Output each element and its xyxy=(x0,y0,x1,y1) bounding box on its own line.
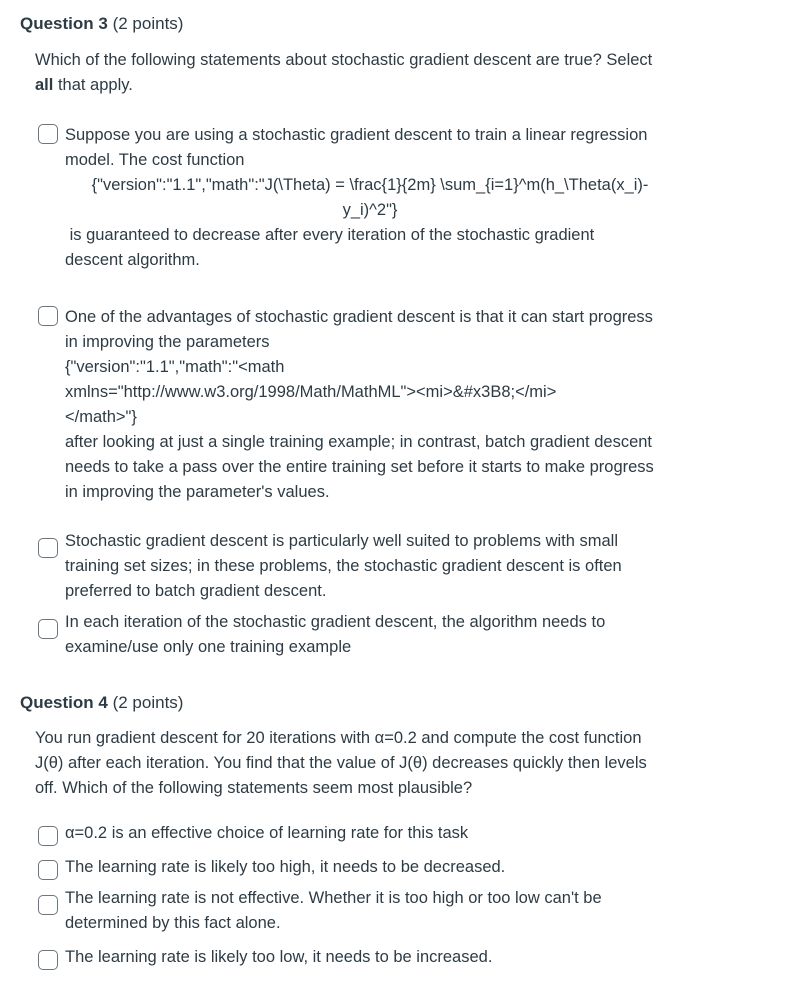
math-line: {"version":"1.1","math":"J(\Theta) = \frac{1}{2m} \sum_{i=1}^m(h_\Theta(x_i)- xyxy=(91,176,649,194)
q3-option-2-text xyxy=(65,305,690,505)
q4-option-4 xyxy=(38,945,688,970)
stem-line: You run gradient descent for 20 iterations with α=0.2 and compute the cost function xyxy=(35,729,642,747)
option-line: The learning rate is not effective. Whether it is too high or too low can't be xyxy=(65,889,602,907)
q3-option-1 xyxy=(38,123,688,273)
option-line: In each iteration of the stochastic gradient descent, the algorithm needs to xyxy=(65,613,606,631)
q4-option-3-checkbox[interactable] xyxy=(38,895,58,915)
question-points: (2 points) xyxy=(112,693,184,712)
stem-line: J(θ) after each iteration. You find that the value of J(θ) decreases quickly then levels xyxy=(35,754,647,772)
stem-text: Which of the following statements about stochastic gradient descent are true? Select xyxy=(35,51,653,69)
q3-option-3 xyxy=(38,529,688,604)
math-line: </math>"} xyxy=(65,408,137,426)
question-points: (2 points) xyxy=(112,14,184,33)
stem-text-end: that apply. xyxy=(57,76,133,94)
option-line: descent algorithm. xyxy=(65,251,200,269)
q4-option-1-checkbox[interactable] xyxy=(38,826,58,846)
math-expression xyxy=(65,173,675,223)
math-line: xmlns="http://www.w3.org/1998/Math/MathML"><mi>&#x3B8;</mi> xyxy=(65,383,557,401)
question-3-stem xyxy=(35,48,695,98)
q4-option-2-checkbox[interactable] xyxy=(38,860,58,880)
q4-option-3 xyxy=(38,886,688,936)
option-line: model. The cost function xyxy=(65,151,245,169)
q3-option-1-text xyxy=(65,123,690,273)
option-line: preferred to batch gradient descent. xyxy=(65,582,327,600)
q3-option-2 xyxy=(38,305,688,505)
math-line: y_i)^2"} xyxy=(342,201,398,219)
option-line: needs to take a pass over the entire training set before it starts to make progress xyxy=(65,458,654,476)
option-line: The learning rate is likely too low, it needs to be increased. xyxy=(65,948,493,966)
math-line: {"version":"1.1","math":"<math xyxy=(65,358,285,376)
option-line: One of the advantages of stochastic gradient descent is that it can start progress xyxy=(65,308,653,326)
q4-option-4-text xyxy=(65,945,690,970)
q3-option-4-text xyxy=(65,610,690,660)
option-line: is guaranteed to decrease after every iteration of the stochastic gradient xyxy=(65,226,595,244)
option-line: in improving the parameter's values. xyxy=(65,483,330,501)
q4-option-2-text xyxy=(65,855,690,880)
question-number: Question 3 xyxy=(20,14,108,33)
q3-option-4-checkbox[interactable] xyxy=(38,619,58,639)
q4-option-1-text xyxy=(65,821,690,846)
q4-option-2 xyxy=(38,855,688,880)
question-4-stem xyxy=(35,726,695,801)
option-line: α=0.2 is an effective choice of learning rate for this task xyxy=(65,824,469,842)
q4-option-1 xyxy=(38,821,688,846)
question-3-title xyxy=(20,14,183,34)
q3-option-3-checkbox[interactable] xyxy=(38,538,58,558)
q3-option-4 xyxy=(38,610,688,660)
option-line: determined by this fact alone. xyxy=(65,914,281,932)
q3-option-2-checkbox[interactable] xyxy=(38,306,58,326)
option-line: in improving the parameters xyxy=(65,333,270,351)
question-number: Question 4 xyxy=(20,693,108,712)
q4-option-4-checkbox[interactable] xyxy=(38,950,58,970)
option-line: examine/use only one training example xyxy=(65,638,352,656)
stem-line: off. Which of the following statements seem most plausible? xyxy=(35,779,473,797)
q4-option-3-text xyxy=(65,886,690,936)
question-4-title xyxy=(20,693,183,713)
option-line: The learning rate is likely too high, it needs to be decreased. xyxy=(65,858,506,876)
option-line: Suppose you are using a stochastic gradient descent to train a linear regression xyxy=(65,126,648,144)
option-line: Stochastic gradient descent is particularly well suited to problems with small xyxy=(65,532,618,550)
q3-option-1-checkbox[interactable] xyxy=(38,124,58,144)
stem-emphasis: all xyxy=(35,76,54,94)
option-line: training set sizes; in these problems, the stochastic gradient descent is often xyxy=(65,557,622,575)
option-line: after looking at just a single training example; in contrast, batch gradient descent xyxy=(65,433,653,451)
q3-option-3-text xyxy=(65,529,690,604)
